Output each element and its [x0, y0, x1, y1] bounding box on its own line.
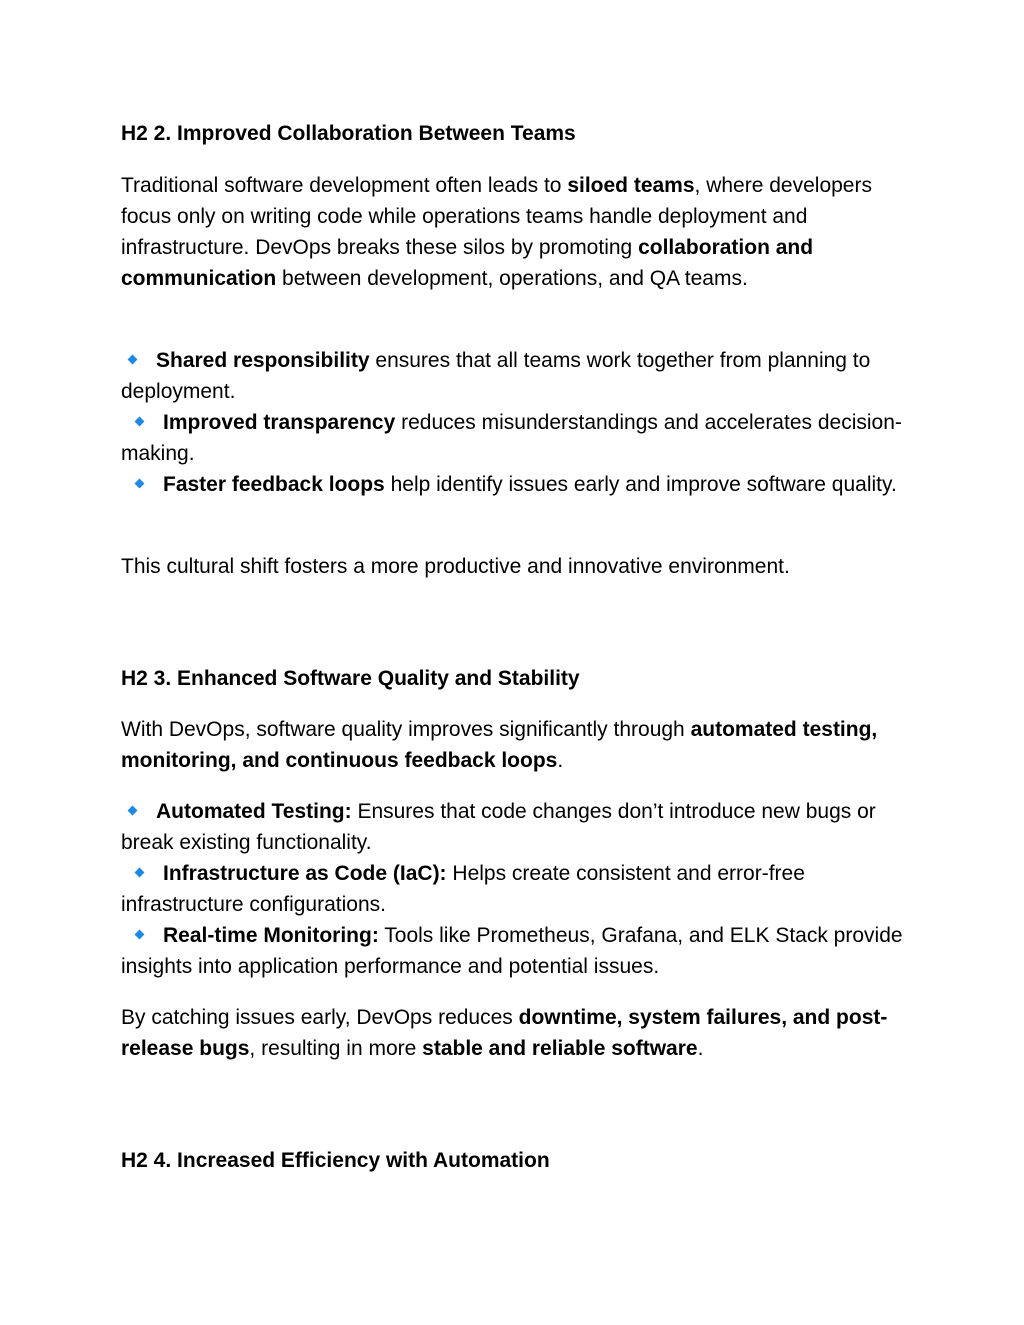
blue-diamond-icon: [128, 355, 138, 365]
bullet-marker: [121, 858, 163, 889]
text-run: between development, operations, and QA teams.: [276, 267, 748, 290]
bullet-text: help identify issues early and improve software quality.: [384, 473, 897, 496]
bullet-text: Ensures that code changes don’t introduce new bugs or break existing functionality.: [121, 800, 876, 854]
closing-paragraph: This cultural shift fosters a more productive and innovative environment.: [121, 555, 790, 578]
text-run: With DevOps, software quality improves significantly through: [121, 718, 691, 741]
bullet-marker: [121, 407, 163, 438]
bullet-bold-text: Automated Testing:: [156, 800, 352, 823]
blue-diamond-icon: [135, 479, 145, 489]
section-heading: H2 2. Improved Collaboration Between Teams: [121, 122, 576, 145]
closing-paragraph: [121, 1002, 911, 1064]
section-heading: H2 4. Increased Efficiency with Automation: [121, 1149, 550, 1172]
bold-text: downtime, system failures, and post-release bugs: [121, 1006, 888, 1060]
bullet-marker: [121, 469, 163, 500]
bullet-text: reduces misunderstandings and accelerates decision-making.: [121, 411, 902, 465]
section-heading: H2 3. Enhanced Software Quality and Stability: [121, 667, 580, 690]
bold-text: collaboration and communication: [121, 236, 814, 290]
bullet-list: [121, 345, 911, 500]
blue-diamond-icon: [135, 868, 145, 878]
bold-text: stable and reliable software: [422, 1037, 698, 1060]
blue-diamond-icon: [135, 930, 145, 940]
bullet-bold-text: Infrastructure as Code (IaC):: [163, 862, 447, 885]
text-run: , where developers focus only on writing code while operations teams handle deployment and infrastructure. DevOps breaks these silos by promoting: [121, 174, 872, 259]
text-run: , resulting in more: [249, 1037, 423, 1060]
bold-text: siloed teams: [567, 174, 695, 197]
text-run: .: [557, 749, 564, 772]
bullet-text: ensures that all teams work together from planning to deployment.: [121, 349, 871, 403]
blue-diamond-icon: [128, 806, 138, 816]
bullet-marker: [121, 796, 156, 827]
bullet-marker: [121, 920, 163, 951]
text-run: Traditional software development often leads to: [121, 174, 568, 197]
bullet-list: [121, 796, 911, 982]
bullet-bold-text: Improved transparency: [163, 411, 396, 434]
bullet-text: Helps create consistent and error-free infrastructure configurations.: [121, 862, 805, 916]
text-run: .: [697, 1037, 704, 1060]
text-run: By catching issues early, DevOps reduces: [121, 1006, 519, 1029]
intro-paragraph: [121, 170, 911, 294]
blue-diamond-icon: [135, 417, 145, 427]
intro-paragraph: [121, 714, 911, 776]
bold-text: automated testing, monitoring, and continuous feedback loops: [121, 718, 878, 772]
bullet-bold-text: Real-time Monitoring:: [163, 924, 379, 947]
bullet-text: Tools like Prometheus, Grafana, and ELK Stack provide insights into application performance and potential issues.: [121, 924, 903, 978]
bullet-bold-text: Shared responsibility: [156, 349, 370, 372]
bullet-bold-text: Faster feedback loops: [163, 473, 385, 496]
bullet-marker: [121, 345, 156, 376]
